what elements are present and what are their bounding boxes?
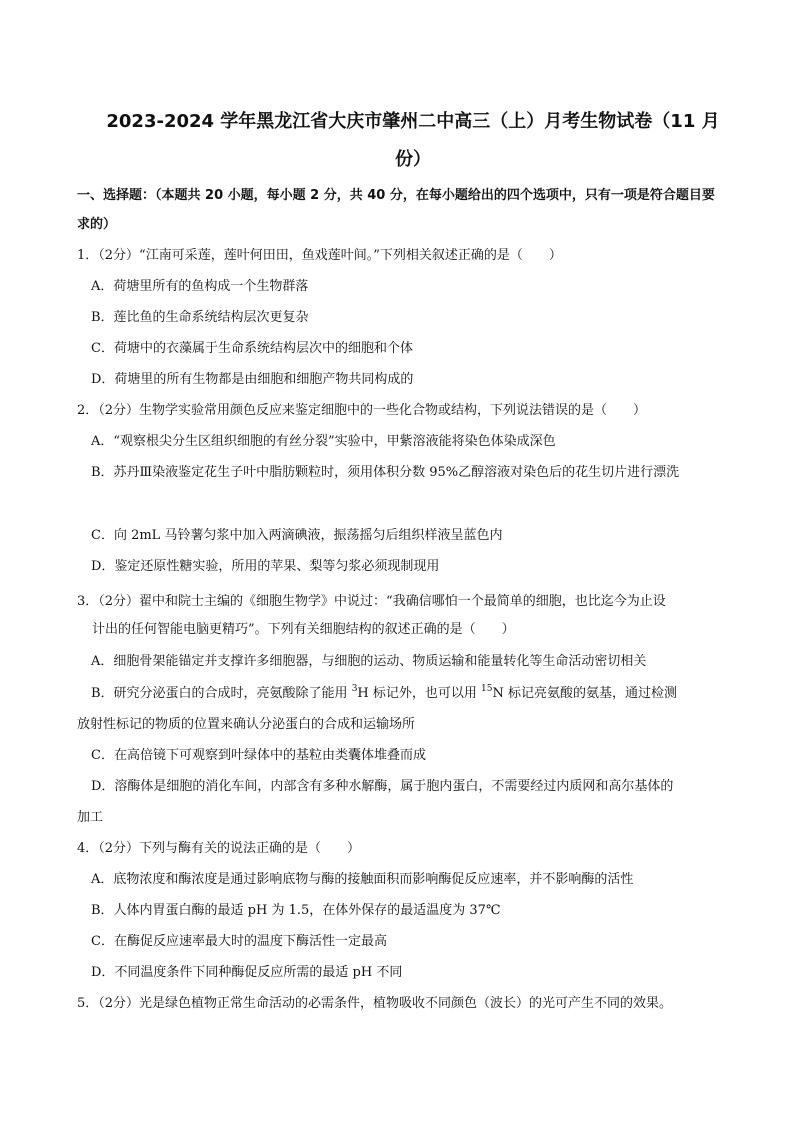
question-1-option-b: B．莲比鱼的生命系统结构层次更复杂 [91,310,309,325]
question-3-option-d-continued: 加工 [77,810,104,825]
superscript-3: 3 [351,684,358,694]
option-b-text-1: B．研究分泌蛋白的合成时，亮氨酸除了能用 [91,686,352,701]
question-4-option-c: C．在酶促反应速率最大时的温度下酶活性一定最高 [91,934,387,949]
superscript-15: 15 [481,684,493,694]
question-2-option-c: C．向 2mL 马铃薯匀浆中加入两滴碘液，振荡摇匀后组织样液呈蓝色内 [91,528,503,543]
question-3-option-d: D．溶酶体是细胞的消化车间，内部含有多种水解酶，属于胞内蛋白，不需要经过内质网和高尔基体的 [91,779,674,794]
question-3-stem-continued: 计出的任何智能电脑更精巧”。下列有关细胞结构的叙述正确的是（ ） [92,622,515,637]
question-2-option-b: B．苏丹Ⅲ染液鉴定花生子叶中脂肪颗粒时，须用体积分数 95%乙醇溶液对染色后的花生切片进行漂洗 [91,465,680,480]
option-b-text-3: N 标记亮氨酸的氨基，通过检测 [492,686,677,701]
question-4-option-b: B．人体内胃蛋白酶的最适 pH 为 1.5，在体外保存的最适温度为 37℃ [91,903,501,918]
question-4-stem: 4．（2分）下列与酶有关的说法正确的是（ ） [77,841,361,856]
question-1-option-a: A．荷塘里所有的鱼构成一个生物群落 [91,279,309,294]
question-3-stem: 3．（2分）翟中和院士主编的《细胞生物学》中说过：“我确信哪怕一个最简单的细胞，也比迄今为止设 [77,594,666,609]
option-b-text-2: H 标记外，也可以用 [357,686,482,701]
question-4-option-d: D．不同温度条件下同种酶促反应所需的最适 pH 不同 [91,965,403,980]
question-1-stem: 1．（2分）“江南可采莲，莲叶何田田，鱼戏莲叶间。”下列相关叙述正确的是（ ） [77,248,562,263]
question-2-stem: 2．（2分）生物学实验常用颜色反应来鉴定细胞中的一些化合物或结构，下列说法错误的是（ ） [77,403,647,418]
question-4-option-a: A．底物浓度和酶浓度是通过影响底物与酶的接触面积而影响酶促反应速率，并不影响酶的活性 [91,872,634,887]
section-heading: 一、选择题：（本题共 20 小题，每小题 2 分，共 40 分，在每小题给出的四个选项中，只有一项是符合题目要求的） [77,188,715,232]
question-3-option-c: C．在高倍镜下可观察到叶绿体中的基粒由类囊体堆叠而成 [91,748,426,763]
page-title: 2023-2024 学年黑龙江省大庆市肇州二中高三（上）月考生物试卷（11 月份） [106,111,720,170]
question-1-option-d: D．荷塘里的所有生物都是由细胞和细胞产物共同构成的 [91,372,414,387]
question-1-option-c: C．荷塘中的衣藻属于生命系统结构层次中的细胞和个体 [91,341,413,356]
question-3-option-b [91,684,677,704]
question-5-stem: 5．（2分）光是绿色植物正常生命活动的必需条件，植物吸收不同颜色（波长）的光可产生不同的效果。 [77,996,673,1011]
question-2-option-a: A．“观察根尖分生区组织细胞的有丝分裂”实验中，甲紫溶液能将染色体染成深色 [91,434,556,449]
question-2-option-d: D．鉴定还原性糖实验，所用的苹果、梨等匀浆必须现制现用 [91,559,440,574]
question-3-option-b-continued: 放射性标记的物质的位置来确认分泌蛋白的合成和运输场所 [77,717,416,732]
question-3-option-a: A．细胞骨架能锚定并支撑许多细胞器，与细胞的运动、物质运输和能量转化等生命活动密切相关 [91,654,647,669]
